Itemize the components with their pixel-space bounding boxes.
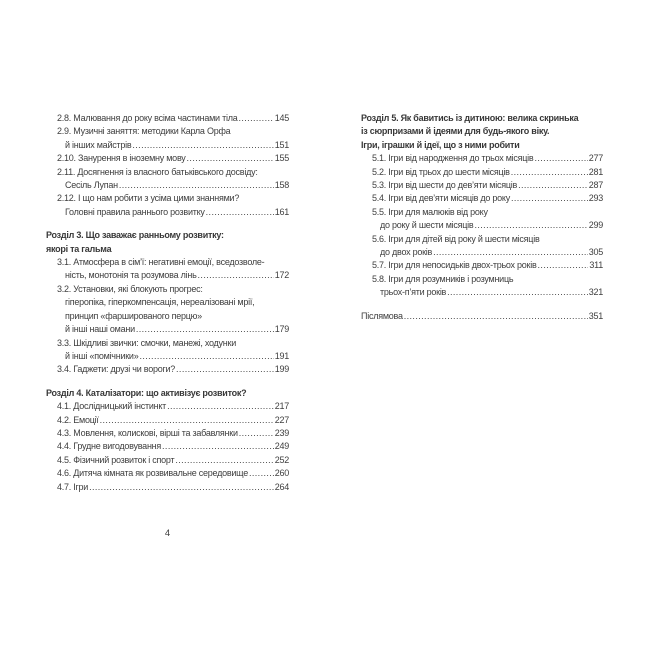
- toc-entry-text: 2.11. Досягнення із власного батьківського досвіду:: [57, 166, 258, 177]
- leader-dots: [404, 310, 588, 323]
- toc-entry-line: [46, 440, 289, 453]
- leader-dots: [474, 219, 587, 232]
- toc-entry-line: [46, 179, 289, 192]
- page-ref: 172: [274, 270, 289, 281]
- toc-entry-line: [361, 246, 603, 259]
- section-heading-line: Ігри, іграшки й ідеї, що з ними робити: [361, 139, 520, 150]
- toc-entry-line: [46, 310, 289, 323]
- toc-entry-text: й інших майстрів: [65, 139, 132, 150]
- toc-entry-line: [361, 219, 603, 232]
- leader-dots: [132, 139, 273, 152]
- leader-dots: [538, 259, 589, 272]
- toc-entry-line: [361, 233, 603, 246]
- toc-column-right: [361, 112, 603, 323]
- page-ref: 155: [274, 153, 289, 164]
- page-ref: 260: [274, 468, 289, 479]
- toc-entry-line: [361, 166, 603, 179]
- toc-entry-text: 4.1. Дослідницький інстинкт: [57, 401, 167, 412]
- toc-entry-line: [361, 206, 603, 219]
- toc-entry-line: [46, 296, 289, 309]
- toc-entry-text: 4.6. Дитяча кімната як розвивальне середовище: [57, 468, 248, 479]
- leader-dots: [139, 350, 273, 363]
- leader-dots: [119, 179, 274, 192]
- leader-dots: [447, 286, 588, 299]
- toc-entry-line: [361, 192, 603, 205]
- toc-entry-text: принцип «фаршированого перцю»: [65, 310, 202, 321]
- page-ref: 311: [589, 260, 603, 271]
- toc-entry-text: до двох років: [380, 247, 433, 258]
- page-ref: 264: [274, 481, 289, 492]
- toc-entry-line: [46, 283, 289, 296]
- page-ref: 293: [588, 193, 603, 204]
- leader-dots: [206, 206, 274, 219]
- toc-entry-line: [46, 112, 289, 125]
- toc-entry-line: [46, 400, 289, 413]
- toc-entry-line: [46, 414, 289, 427]
- toc-entry-line: [46, 467, 289, 480]
- toc-entry-text: гіперопіка, гіперкомпенсація, нереалізовані мрії,: [65, 297, 255, 308]
- toc-entry-text: 2.10. Занурення в іноземну мову: [57, 153, 186, 164]
- page-ref: 239: [274, 427, 289, 438]
- toc-entry-line: [361, 273, 603, 286]
- page-ref: 351: [588, 310, 603, 321]
- page-number: 4: [164, 528, 171, 539]
- toc-entry-text: 5.7. Ігри для непосидьків двох-трьох років: [372, 260, 537, 271]
- toc-entry-line: [361, 259, 603, 272]
- page-ref: 179: [274, 324, 289, 335]
- page-ref: 321: [588, 287, 603, 298]
- toc-entry-text: 4.7. Ігри: [57, 481, 89, 492]
- leader-dots: [239, 427, 274, 440]
- toc-entry-line: [46, 152, 289, 165]
- toc-entry-text: ність, монотонія та розумова лінь: [65, 270, 197, 281]
- leader-dots: [518, 179, 588, 192]
- toc-entry-text: 3.3. Шкідливі звички: смочки, манежі, ходунки: [57, 337, 236, 348]
- toc-entry-text: 5.2. Ігри від трьох до шести місяців: [372, 166, 510, 177]
- toc-entry-line: [46, 337, 289, 350]
- toc-entry-line: [361, 286, 603, 299]
- leader-dots: [511, 192, 588, 205]
- page-ref: 227: [274, 414, 289, 425]
- toc-entry-line: [46, 206, 289, 219]
- page-ref: 151: [274, 139, 289, 150]
- toc-entry-text: до року й шести місяців: [380, 220, 474, 231]
- toc-entry-line: [46, 166, 289, 179]
- toc-entry-text: й інші «помічники»: [65, 350, 139, 361]
- leader-dots: [534, 152, 587, 165]
- page-ref: 287: [588, 180, 603, 191]
- leader-dots: [249, 467, 274, 480]
- section-heading-line: Розділ 4. Каталізатори: що активізує розвиток?: [46, 387, 247, 398]
- toc-entry-text: трьох-п’яти років: [380, 287, 447, 298]
- toc-entry-line: [46, 256, 289, 269]
- toc-entry-text: 3.1. Атмосфера в сім’ї: негативні емоції, вседозволе-: [57, 257, 265, 268]
- toc-section: [46, 387, 289, 494]
- toc-entry-text: 2.9. Музичні заняття: методики Карла Орфа: [57, 126, 231, 137]
- toc-entry-text: 2.12. І що нам робити з усіма цими знаннями?: [57, 193, 240, 204]
- toc-entry-line: [46, 192, 289, 205]
- toc-entry-text: 5.5. Ігри для малюків від року: [372, 206, 488, 217]
- leader-dots: [100, 414, 274, 427]
- page-ref: 249: [274, 441, 289, 452]
- section-heading-line: Розділ 5. Як бавитись із дитиною: велика скринька: [361, 113, 579, 123]
- page-ref: 191: [274, 350, 289, 361]
- toc-entry-line: [46, 350, 289, 363]
- leader-dots: [176, 363, 274, 376]
- toc-entry-line: [46, 139, 289, 152]
- toc-column-left: [46, 112, 289, 494]
- page-ref: 281: [588, 166, 603, 177]
- page-ref: 217: [274, 401, 289, 412]
- toc-entry-text: Післямова: [361, 310, 403, 321]
- toc-section: [361, 310, 603, 323]
- toc-entry-line: [361, 152, 603, 165]
- leader-dots: [136, 323, 274, 336]
- toc-section: [46, 112, 289, 219]
- leader-dots: [198, 269, 274, 282]
- leader-dots: [162, 440, 274, 453]
- toc-entry-text: Сесіль Лупан: [65, 180, 118, 191]
- page-ref: 299: [588, 220, 603, 231]
- page-ref: 277: [588, 153, 603, 164]
- toc-entry-text: й інші наші омани: [65, 324, 135, 335]
- leader-dots: [89, 481, 274, 494]
- leader-dots: [167, 400, 274, 413]
- leader-dots: [511, 166, 588, 179]
- toc-entry-text: 4.2. Емоції: [57, 414, 99, 425]
- section-heading-line: Розділ 3. Що заважає ранньому розвитку:: [46, 230, 224, 241]
- toc-entry-text: 5.4. Ігри від дев’яти місяців до року: [372, 193, 510, 204]
- toc-entry-line: [46, 125, 289, 138]
- leader-dots: [433, 246, 588, 259]
- leader-dots: [187, 152, 274, 165]
- toc-entry-text: 3.2. Установки, які блокують прогрес:: [57, 283, 203, 294]
- page-ref: 145: [274, 113, 289, 123]
- page-ref: 158: [274, 180, 289, 191]
- section-heading-line: якорі та гальма: [46, 243, 112, 254]
- toc-section: [46, 229, 289, 376]
- leader-dots: [238, 112, 273, 125]
- toc-section: [361, 112, 603, 300]
- toc-entry-line: [46, 269, 289, 282]
- toc-entry-text: 5.6. Ігри для дітей від року й шести місяців: [372, 233, 540, 244]
- toc-entry-line: [46, 454, 289, 467]
- leader-dots: [175, 454, 273, 467]
- section-heading-line: із сюрпризами й ідеями для будь-якого віку.: [361, 126, 550, 137]
- toc-entry-line: [46, 323, 289, 336]
- toc-entry-line: [361, 179, 603, 192]
- toc-entry-text: 5.3. Ігри від шести до дев’яти місяців: [372, 180, 518, 191]
- toc-entry-line: [46, 427, 289, 440]
- toc-entry-text: 5.1. Ігри від народження до трьох місяців: [372, 153, 534, 164]
- page-ref: 161: [274, 206, 289, 217]
- page-ref: 305: [588, 247, 603, 258]
- toc-entry-text: 3.4. Гаджети: друзі чи вороги?: [57, 364, 176, 375]
- toc-entry-text: Головні правила раннього розвитку: [65, 206, 205, 217]
- toc-entry-text: 4.5. Фізичний розвиток і спорт: [57, 454, 175, 465]
- toc-entry-text: 2.8. Малювання до року всіма частинами тіла: [57, 113, 238, 123]
- toc-entry-line: [361, 310, 603, 323]
- toc-entry-line: [46, 481, 289, 494]
- toc-entry-text: 5.8. Ігри для розумників і розумниць: [372, 273, 514, 284]
- page-ref: 199: [274, 364, 289, 375]
- toc-entry-text: 4.3. Мовлення, колискові, вірші та забавлянки: [57, 427, 238, 438]
- page-ref: 252: [274, 454, 289, 465]
- toc-entry-line: [46, 363, 289, 376]
- toc-entry-text: 4.4. Грудне вигодовування: [57, 441, 162, 452]
